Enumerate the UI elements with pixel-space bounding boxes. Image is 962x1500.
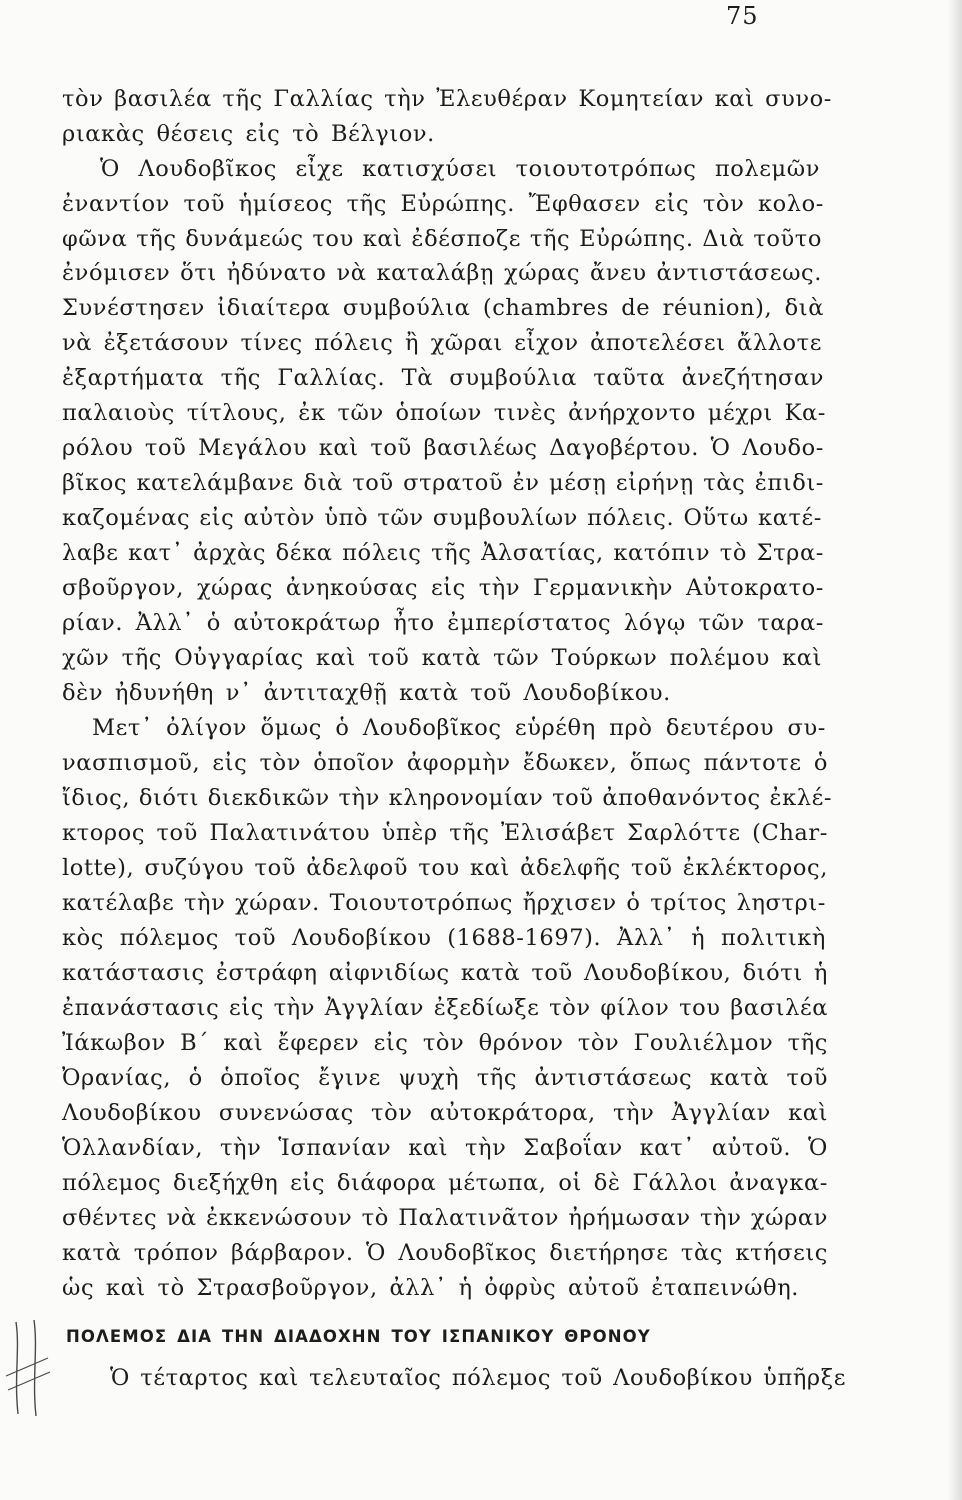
text-line: ρίαν. Ἀλλ᾽ ὁ αὐτοκράτωρ ἦτο ἐμπερίστατος λόγῳ τῶν ταρα- [62, 610, 824, 636]
text-line: Ὀρανίας, ὁ ὁποῖος ἔγινε ψυχὴ τῆς ἀντιστάσεως κατὰ τοῦ [62, 1065, 828, 1091]
page-edge-shadow [948, 0, 962, 1500]
text-line: ἐξαρτήματα τῆς Γαλλίας. Τὰ συμβούλια ταῦτα ἀνεζήτησαν [62, 365, 824, 391]
text-line: κατέλαβε τὴν χώραν. Τοιουτοτρόπως ἤρχισεν ὁ τρίτος ληστρι- [62, 890, 826, 916]
text-line: Ὁ τέταρτος καὶ τελευταῖος πόλεμος τοῦ Λουδοβίκου ὑπῆρξε [110, 1365, 846, 1391]
section-heading: ΠΟΛΕΜΟΣ ΔΙΑ ΤΗΝ ΔΙΑΔΟΧΗΝ ΤΟΥ ΙΣΠΑΝΙΚΟΥ ΘΡΟΝΟΥ [66, 1327, 651, 1346]
text-line: σβοῦργον, χώρας ἀνηκούσας εἰς τὴν Γερμανικὴν Αὐτοκρατο- [62, 575, 824, 601]
page-number: 75 [726, 2, 759, 30]
text-line: παλαιοὺς τίτλους, ἐκ τῶν ὁποίων τινὲς ἀνήρχοντο μέχρι Κα- [62, 400, 826, 426]
text-line: κτορος τοῦ Παλατινάτου ὑπὲρ τῆς Ἐλισάβετ Σαρλόττε (Char- [62, 820, 828, 846]
text-line: Συνέστησεν ἰδιαίτερα συμβούλια (chambres de réunion), διὰ [62, 295, 824, 321]
text-line: κατάστασις ἐστράφη αἰφνιδίως κατὰ τοῦ Λουδοβίκου, διότι ἡ [62, 960, 828, 986]
text-line: πόλεμος διεξήχθη εἰς διάφορα μέτωπα, οἱ δὲ Γάλλοι ἀναγκα- [62, 1170, 828, 1196]
text-line: σθέντες νὰ ἐκκενώσουν τὸ Παλατινᾶτον ἠρήμωσαν τὴν χώραν [62, 1205, 828, 1231]
text-line: Ὁ Λουδοβῖκος εἶχε κατισχύσει τοιουτοτρόπως πολεμῶν [100, 156, 820, 182]
text-line: ἐπανάστασις εἰς τὴν Ἀγγλίαν ἐξεδίωξε τὸν φίλον του βασιλέα [62, 995, 828, 1021]
text-line: Ὁλλανδίαν, τὴν Ἱσπανίαν καὶ τὴν Σαβοΐαν κατ᾽ αὐτοῦ. Ὁ [62, 1135, 828, 1161]
text-line: χῶν τῆς Οὐγγαρίας καὶ τοῦ κατὰ τῶν Τούρκων πολέμου καὶ [62, 645, 822, 671]
text-line: ἴδιος, διότι διεκδικῶν τὴν κληρονομίαν τοῦ ἀποθανόντος ἐκλέ- [62, 785, 833, 811]
text-line: κὸς πόλεμος τοῦ Λουδοβίκου (1688-1697). Ἀλλ᾽ ἡ πολιτικὴ [62, 925, 826, 951]
text-line: καζομένας εἰς αὐτὸν ὑπὸ τῶν συμβουλίων πόλεις. Οὕτω κατέ- [62, 505, 822, 531]
text-line: δὲν ἠδυνήθη ν᾽ ἀντιταχθῇ κατὰ τοῦ Λουδοβίκου. [62, 680, 671, 706]
text-line: ἐνόμισεν ὅτι ἠδύνατο νὰ καταλάβῃ χώρας ἄνευ ἀντιστάσεως. [62, 260, 822, 286]
text-line: Μετ᾽ ὀλίγον ὅμως ὁ Λουδοβῖκος εὑρέθη πρὸ δευτέρου συ- [92, 715, 826, 741]
text-line: ρόλου τοῦ Μεγάλου καὶ τοῦ βασιλέως Δαγοβέρτου. Ὁ Λουδο- [62, 435, 824, 461]
text-line: φῶνα τῆς δυνάμεώς του καὶ ἐδέσποζε τῆς Εὐρώπης. Διὰ τοῦτο [62, 226, 822, 252]
text-line: Ἰάκωβον Β´ καὶ ἔφερεν εἰς τὸν θρόνον τὸν Γουλιέλμον τῆς [62, 1030, 828, 1056]
text-line: lotte), συζύγου τοῦ ἀδελφοῦ του καὶ ἀδελφῆς τοῦ ἐκλέκτορος, [62, 855, 828, 881]
text-line: ριακὰς θέσεις εἰς τὸ Βέλγιον. [62, 121, 435, 147]
text-line: λαβε κατ᾽ ἀρχὰς δέκα πόλεις τῆς Ἀλσατίας, κατόπιν τὸ Στρα- [62, 540, 824, 566]
text-line: νὰ ἐξετάσουν τίνες πόλεις ἢ χῶραι εἶχον ἀποτελέσει ἄλλοτε [62, 330, 822, 356]
text-line: νασπισμοῦ, εἰς τὸν ὁποῖον ἀφορμὴν ἔδωκεν, ὅπως πάντοτε ὁ [62, 750, 828, 776]
text-line: κατὰ τρόπον βάρβαρον. Ὁ Λουδοβῖκος διετήρησε τὰς κτήσεις [62, 1240, 828, 1266]
text-line: βῖκος κατελάμβανε διὰ τοῦ στρατοῦ ἐν μέσῃ εἰρήνῃ τὰς ἐπιδι- [62, 470, 824, 496]
text-line: ἐναντίον τοῦ ἡμίσεος τῆς Εὐρώπης. Ἔφθασεν εἰς τὸν κολο- [62, 191, 824, 217]
text-line: τὸν βασιλέα τῆς Γαλλίας τὴν Ἐλευθέραν Κομητείαν καὶ συνο- [62, 86, 832, 112]
handwritten-margin-mark [4, 1318, 54, 1418]
text-line: ὡς καὶ τὸ Στρασβοῦργον, ἀλλ᾽ ἡ ὀφρὺς αὐτοῦ ἐταπεινώθη. [62, 1275, 800, 1301]
text-line: Λουδοβίκου συνενώσας τὸν αὐτοκράτορα, τὴν Ἀγγλίαν καὶ [62, 1100, 828, 1126]
